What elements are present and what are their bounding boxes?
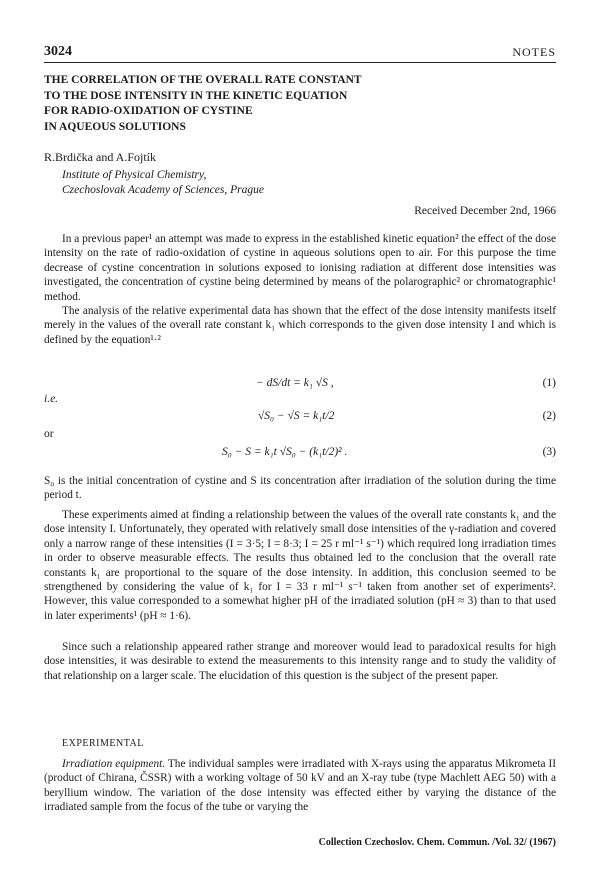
title-line: TO THE DOSE INTENSITY IN THE KINETIC EQUATION [44, 89, 348, 102]
paragraph-experiments: These experiments aimed at finding a relationship between the values of the overall rate constants k₁ and the dose intensity I. Unfortunately, they operated with relatively small dose intensities of the γ-radiation and covered only a narrow range of these intensities (I = 3·5; I = 8·3; I = 25 r ml⁻¹ s⁻¹) which required long irradiation times in order to observe measurable effects. The results thus obtained led to the conclusion that the overall rate constants k₁ are proportional to the square of the dose intensity. In addition, this conclusion seemed to be strengthened by considering the value of k₁ for I = 33 r ml⁻¹ s⁻¹ taken from another set of experiments². However, this value corresponded to a somewhat higher pH of the irradiated solution (pH ≈ 3) than to that used in later experiments¹ (pH ≈ 1·6). [44, 509, 556, 622]
paragraph-analysis: The analysis of the relative experimental data has shown that the effect of the dose intensity manifests itself merely in the values of the overall rate constant k₁ which corresponds to the given dose intensity I and which is defined by the equation¹·² [44, 305, 556, 346]
ie-label: i.e. [44, 393, 59, 405]
or-label: or [44, 428, 54, 440]
affiliation [62, 168, 264, 198]
equipment-text: The individual samples were irradiated with X-rays using the apparatus Mikrometa II (product of Chirana, ČSSR) with a working voltage of 50 kV and an X-ray tube (type Machlett AEG 50) with a beryllium window. The variation of the dose intensity was effected either by varying the distance of the irradiated sample from the focus of the tube or varying the [44, 758, 557, 814]
authors: R.Brdička and A.Fojtík [44, 150, 156, 164]
equation-2: √S₀ − √S = k₁t/2 [258, 410, 335, 422]
title-line: IN AQUEOUS SOLUTIONS [44, 120, 186, 133]
paragraph-intro: In a previous paper¹ an attempt was made to express in the established kinetic equation² the effect of the dose intensity on the rate of radio-oxidation of cystine in aqueous solutions open to air. For this purpose the time decrease of cystine concentration in solutions exposed to ionising radiation at different dose intensities was investigated, the concentration of cystine being determined by means of the polarographic² or chromatographic¹ method. [44, 233, 556, 303]
page-number: 3024 [44, 44, 72, 59]
equation-2-number: (2) [542, 410, 556, 422]
equation-1-number: (1) [542, 377, 556, 389]
article-title [44, 73, 464, 135]
header-rule [44, 62, 556, 63]
paragraph-definitions: S₀ is the initial concentration of cystine and S its concentration after irradiation of the solution during the time period t. [44, 475, 556, 502]
title-line: FOR RADIO-OXIDATION OF CYSTINE [44, 105, 253, 117]
affiliation-line: Czechoslovak Academy of Sciences, Prague [62, 184, 264, 196]
equation-3-number: (3) [542, 446, 556, 458]
section-label: NOTES [512, 45, 556, 59]
paragraph-motivation: Since such a relationship appeared rather strange and moreover would lead to paradoxical results for high dose intensities, it was desirable to extend the measurements to this intensity range and to study the validity of that relationship on a larger scale. The elucidation of this question is the subject of the present paper. [44, 641, 556, 682]
equation-3: S₀ − S = k₁t √S₀ − (k₁t/2)² . [222, 446, 348, 458]
received-date: Received December 2nd, 1966 [414, 205, 556, 217]
title-line: THE CORRELATION OF THE OVERALL RATE CONSTANT [44, 74, 362, 86]
affiliation-line: Institute of Physical Chemistry, [62, 169, 207, 181]
paragraph-equipment [44, 757, 556, 815]
equipment-lead: Irradiation equipment. [62, 758, 166, 770]
section-heading: EXPERIMENTAL [62, 738, 144, 749]
journal-footer: Collection Czechoslov. Chem. Commun. /Vol. 32/ (1967) [318, 837, 556, 848]
equation-1: − dS/dt = k₁ √S , [256, 377, 334, 389]
